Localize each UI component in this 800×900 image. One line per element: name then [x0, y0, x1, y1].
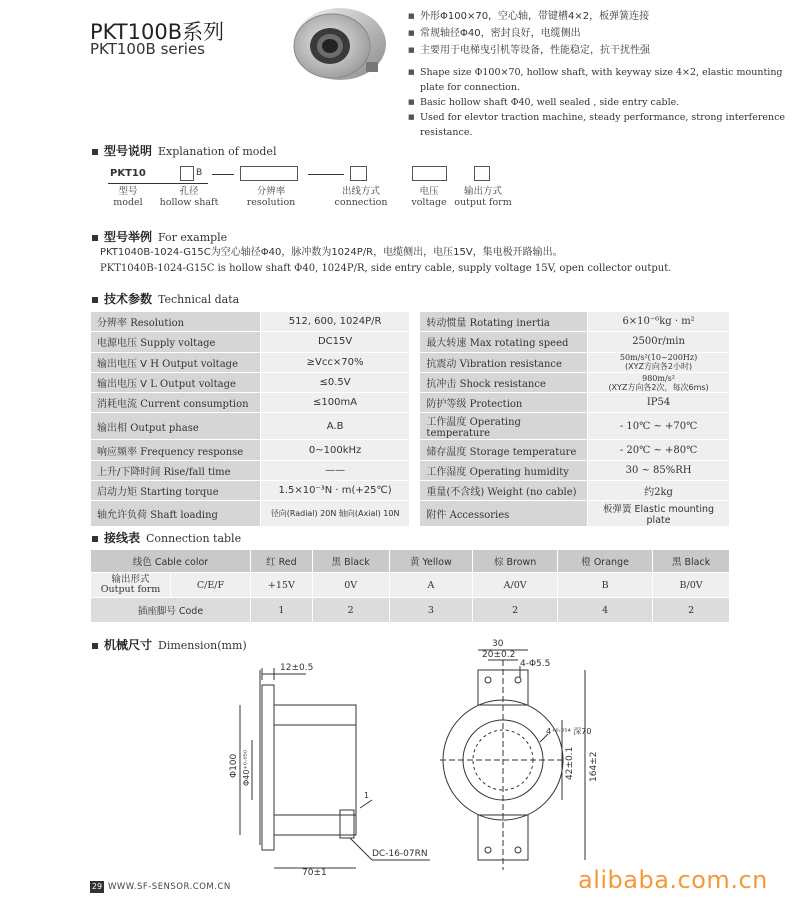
feature-en-2: ■ Basic hollow shaft Φ40, well sealed , side entry cable.	[408, 95, 798, 110]
page-number: 29	[91, 882, 103, 891]
model-label-output: 输出方式 output form	[454, 186, 512, 208]
tech-value: 约2kg	[644, 487, 673, 499]
tech-label: 上升/下降时间 Rise/fall time	[91, 460, 261, 480]
tech-value: 2500r/min	[632, 336, 685, 348]
bullet-square-icon	[92, 149, 98, 155]
tech-label: 轴允许负荷 Shaft loading	[91, 501, 261, 527]
tech-value-note: (XYZ方向各2小时)	[624, 362, 693, 372]
dim-label-dc: DC-16-07RN	[372, 849, 428, 859]
front-view	[440, 650, 585, 870]
encoder-connector	[366, 62, 378, 72]
tech-value: A.B	[260, 413, 410, 440]
model-section-heading	[92, 142, 276, 159]
table-row	[91, 372, 730, 392]
tech-label: 响应频率 Frequency response	[91, 440, 261, 460]
tech-value: 980m/s²	[642, 373, 675, 383]
tech-label: 抗冲击 Shock resistance	[420, 372, 588, 392]
model-box-voltage	[412, 166, 447, 181]
output-value: A	[389, 573, 473, 598]
tech-value-cell	[588, 481, 730, 501]
connection-heading-zh: 接线表	[104, 531, 141, 545]
example-text	[100, 245, 671, 277]
pin-code-label: 插座脚号 Code	[91, 598, 251, 623]
tech-value: - 20℃ ~ +80℃	[619, 444, 698, 456]
table-row	[91, 312, 730, 332]
side-view	[240, 668, 430, 868]
tech-label: 输出相 Output phase	[91, 413, 261, 440]
model-dash-1	[212, 174, 234, 175]
tech-value: 板弹簧 Elastic mounting plate	[603, 504, 715, 527]
table-row	[91, 481, 730, 501]
page-subtitle: PKT100B series	[90, 40, 205, 58]
table-gap	[410, 372, 420, 392]
tech-heading-en: Technical data	[158, 293, 240, 306]
tech-value-cell	[588, 413, 730, 440]
side-mount-plate	[262, 685, 274, 850]
table-row	[91, 550, 730, 573]
tech-label: 重量(不含线) Weight (no cable)	[420, 481, 588, 501]
tech-value-cell	[588, 501, 730, 527]
tech-label: 工作温度 Operating temperature	[420, 413, 588, 440]
dim-label-70: 70±1	[302, 868, 327, 878]
table-row	[91, 393, 730, 413]
tech-value: 1.5×10⁻³N · m(+25℃)	[260, 481, 410, 501]
example-line-zh: PKT1040B-1024-G15C为空心轴径Φ40，脉冲数为1024P/R，电缆侧出，电压15V，集电极开路输出。	[100, 247, 563, 258]
example-heading-en: For example	[158, 231, 228, 244]
table-gap	[410, 440, 420, 460]
dim-label-40: Φ40⁺⁰·⁰⁵⁰	[242, 749, 251, 786]
tech-section-heading	[92, 290, 239, 307]
tech-value-cell	[588, 460, 730, 480]
table-row	[91, 460, 730, 480]
dim-label-12: 12±0.5	[280, 663, 314, 673]
tech-value-cell	[588, 352, 730, 372]
model-label-connection: 出线方式 connection	[334, 186, 388, 208]
pin-value: 1	[251, 598, 313, 623]
color-cell: 红 Red	[251, 550, 313, 573]
tech-heading-zh: 技术参数	[104, 292, 153, 306]
connection-table	[90, 549, 730, 623]
pin-value: 2	[653, 598, 730, 623]
dimension-heading-zh: 机械尺寸	[104, 638, 153, 652]
color-cell: 棕 Brown	[473, 550, 558, 573]
tech-label: 抗震动 Vibration resistance	[420, 352, 588, 372]
d1-leader	[360, 800, 372, 808]
tech-table	[90, 311, 730, 527]
model-label-resolution: 分辨率 resolution	[246, 186, 296, 208]
tech-value: 512, 600, 1024P/R	[260, 312, 410, 332]
example-heading-zh: 型号举例	[104, 230, 153, 244]
connection-section-heading	[92, 529, 241, 546]
color-cell: 黑 Black	[312, 550, 389, 573]
pin-value: 2	[312, 598, 389, 623]
tech-value: ≤0.5V	[260, 372, 410, 392]
bullet-square-icon	[92, 235, 98, 241]
dc-leader	[350, 838, 372, 860]
tech-label: 输出电压 V L Output voltage	[91, 372, 261, 392]
dim-label-164: 164±2	[589, 751, 599, 782]
output-value: +15V	[251, 573, 313, 598]
dim-label-100: Φ100	[229, 753, 239, 778]
bullet-square-icon	[92, 297, 98, 303]
tech-label: 转动惯量 Rotating inertia	[420, 312, 588, 332]
tech-value-cell	[588, 372, 730, 392]
model-box-shaft	[180, 166, 194, 181]
tech-value-cell	[588, 440, 730, 460]
table-gap	[410, 481, 420, 501]
tech-value: ≤100mA	[260, 393, 410, 413]
table-gap	[410, 332, 420, 352]
tech-label: 输出电压 V H Output voltage	[91, 352, 261, 372]
tech-value: 0~100kHz	[260, 440, 410, 460]
table-gap	[410, 393, 420, 413]
tech-value: 50m/s²(10~200Hz)	[619, 353, 698, 363]
feature-zh-2: ■ 常规轴径Φ40，密封良好，电缆侧出	[408, 25, 798, 42]
tech-label: 储存温度 Storage temperature	[420, 440, 588, 460]
model-label-shaft: 孔径 hollow shaft	[159, 186, 219, 208]
tech-value: 30 ~ 85%RH	[625, 464, 692, 476]
mount-hole	[485, 847, 491, 853]
cable-color-header: 线色 Cable color	[91, 550, 251, 573]
page-title: PKT100B系列	[90, 20, 225, 44]
tech-value-cell	[588, 332, 730, 352]
pin-value: 2	[473, 598, 558, 623]
mount-hole	[485, 677, 491, 683]
model-label-voltage: 电压 voltage	[411, 186, 447, 208]
tech-value: ≥Vcc×70%	[260, 352, 410, 372]
tech-label: 电源电压 Supply voltage	[91, 332, 261, 352]
model-box-connection	[350, 166, 367, 181]
tech-value-cell	[588, 312, 730, 332]
tech-value: IP54	[646, 397, 671, 409]
side-connector	[340, 810, 354, 838]
alibaba-watermark: alibaba.com.cn	[578, 866, 768, 894]
model-label-model: 型号 model	[113, 186, 143, 208]
dim-label-1: 1	[364, 791, 370, 800]
model-prefix: PKT10	[110, 168, 146, 179]
tech-value-note: (XYZ方向各2次，每次6ms)	[608, 382, 709, 392]
table-row	[91, 440, 730, 460]
footer-url[interactable]: WWW.SF-SENSOR.COM.CN	[108, 882, 231, 892]
tech-value: - 10℃ ~ +70℃	[619, 420, 698, 432]
tech-label: 最大转速 Max rotating speed	[420, 332, 588, 352]
tech-value-cell	[588, 393, 730, 413]
tech-label: 附件 Accessories	[420, 501, 588, 527]
dim-label-holes: 4-Φ5.5	[520, 659, 551, 669]
table-gap	[410, 352, 420, 372]
tech-label: 启动力矩 Starting torque	[91, 481, 261, 501]
product-photo	[282, 4, 394, 86]
tech-value: 径向(Radial) 20N 轴向(Axial) 10N	[260, 501, 410, 527]
model-box-resolution	[240, 166, 298, 181]
output-value: A/0V	[473, 573, 558, 598]
bullet-square-icon	[92, 536, 98, 542]
feature-list	[408, 8, 798, 140]
dim-label-keyway: 4⁺⁰·⁰⁵⁴ 深70	[546, 727, 592, 736]
color-cell: 黄 Yellow	[389, 550, 473, 573]
dimension-heading-en: Dimension(mm)	[158, 639, 247, 652]
dim-label-42: 42±0.1	[565, 746, 575, 780]
model-dash-2	[308, 174, 344, 175]
dimension-drawing	[0, 630, 800, 880]
table-row	[91, 413, 730, 440]
tech-label: 工作湿度 Operating humidity	[420, 460, 588, 480]
tech-value: ——	[260, 460, 410, 480]
table-row	[91, 332, 730, 352]
table-row	[91, 501, 730, 527]
connection-heading-en: Connection table	[146, 532, 242, 545]
model-heading-en: Explanation of model	[158, 145, 277, 158]
dim-label-20: 20±0.2	[482, 650, 516, 660]
model-heading-zh: 型号说明	[104, 144, 153, 158]
model-underline	[108, 183, 208, 184]
mount-hole	[515, 847, 521, 853]
example-line-en: PKT1040B-1024-G15C is hollow shaft Φ40, 1024P/R, side entry cable, supply voltage 15V, open collector output.	[100, 263, 672, 274]
table-gap	[410, 312, 420, 332]
output-value: 0V	[312, 573, 389, 598]
pin-value: 4	[558, 598, 653, 623]
color-cell: 黑 Black	[653, 550, 730, 573]
pin-value: 3	[389, 598, 473, 623]
table-gap	[410, 501, 420, 527]
table-gap	[410, 413, 420, 440]
tech-label: 分辨率 Resolution	[91, 312, 261, 332]
tech-label: 消耗电流 Current consumption	[91, 393, 261, 413]
tech-value: DC15V	[260, 332, 410, 352]
model-box-output	[474, 166, 490, 181]
table-row	[91, 573, 730, 598]
feature-en-3: ■ Used for elevtor traction machine, steady performance, strong interference resistance.	[408, 110, 798, 140]
model-b-letter: B	[196, 168, 203, 178]
output-type: C/E/F	[171, 573, 251, 598]
feature-zh-3: ■ 主要用于电梯曳引机等设备，性能稳定，抗干扰性强	[408, 42, 798, 59]
output-form-label: 输出形式 Output form	[91, 573, 171, 598]
table-gap	[410, 460, 420, 480]
dim-label-30: 30	[492, 639, 504, 649]
output-value: B	[558, 573, 653, 598]
example-section-heading	[92, 228, 227, 245]
color-cell: 橙 Orange	[558, 550, 653, 573]
output-value: B/0V	[653, 573, 730, 598]
feature-zh-1: ■ 外形Φ100×70，空心轴，带键槽4×2，板弹簧连接	[408, 8, 798, 25]
table-row	[91, 352, 730, 372]
tech-value: 6×10⁻⁶kg · m²	[622, 316, 695, 328]
table-row	[91, 598, 730, 623]
tech-label: 防护等级 Protection	[420, 393, 588, 413]
feature-en-1: ■ Shape size Φ100×70, hollow shaft, with keyway size 4×2, elastic mounting plate for connection.	[408, 65, 798, 95]
encoder-hole	[322, 39, 338, 53]
